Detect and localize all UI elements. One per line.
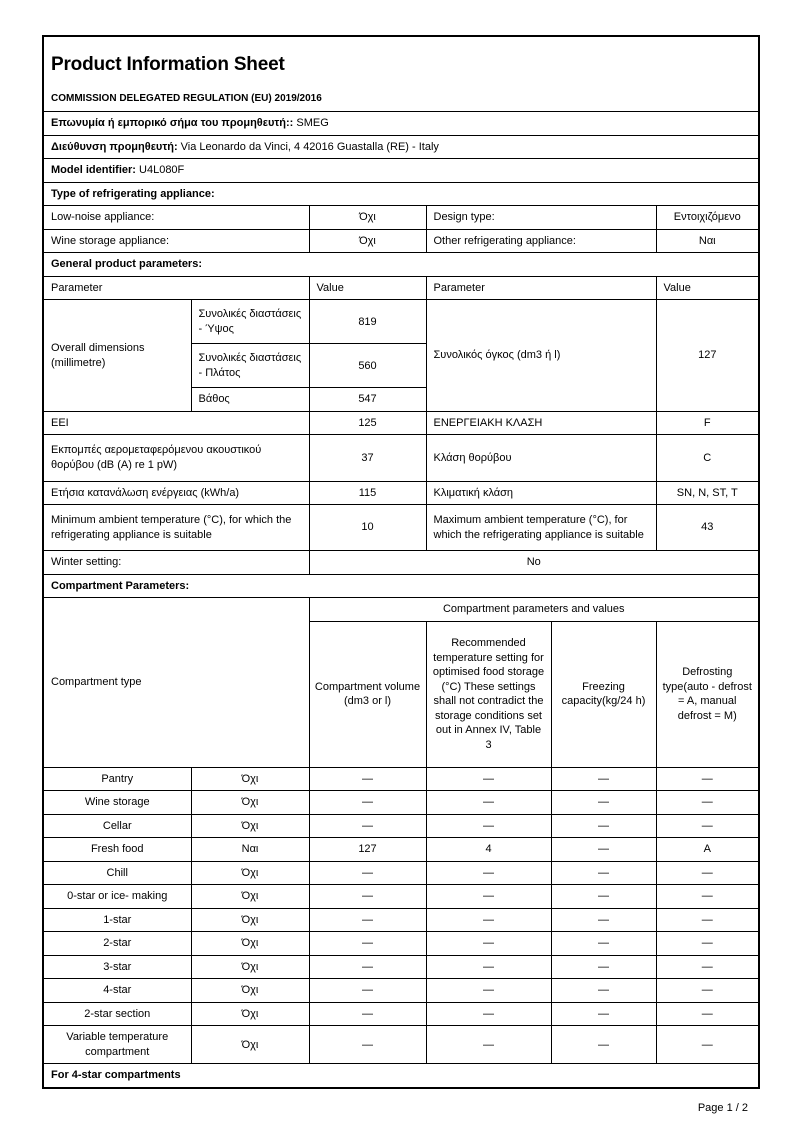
compartment-row-1-star — [43, 908, 759, 932]
four-star-heading: For 4-star compartments — [43, 1064, 759, 1088]
compartment-present: Όχι — [191, 955, 309, 979]
compartment-volume: — — [309, 1026, 426, 1064]
compartment-present: Όχι — [191, 908, 309, 932]
supplier-address-cell — [43, 135, 759, 159]
compartment-name: 4-star — [43, 979, 191, 1003]
compartment-defrost: — — [656, 1002, 759, 1026]
max-ambient-temp-value: 43 — [656, 505, 759, 551]
compartment-row-2-star-section — [43, 1002, 759, 1026]
compartment-name: Cellar — [43, 814, 191, 838]
compartment-freezing: — — [551, 1002, 656, 1026]
design-type-value: Εντοιχιζόμενο — [656, 206, 759, 230]
max-ambient-temp-label: Maximum ambient temperature (°C), for which the refrigerating appliance is suitable — [426, 505, 656, 551]
compartment-present: Όχι — [191, 979, 309, 1003]
compartment-volume: — — [309, 767, 426, 791]
compartment-present: Όχι — [191, 814, 309, 838]
compartment-freezing: — — [551, 838, 656, 862]
other-appliance-value: Ναι — [656, 229, 759, 253]
compartment-freezing: — — [551, 908, 656, 932]
compartment-row-chill — [43, 861, 759, 885]
design-type-label: Design type: — [426, 206, 656, 230]
compartment-defrost: A — [656, 838, 759, 862]
compartment-defrost: — — [656, 908, 759, 932]
dimension-width-label: Συνολικές διαστάσεις - Πλάτος — [191, 344, 309, 388]
noise-class-label: Κλάση θορύβου — [426, 435, 656, 481]
product-information-sheet — [42, 35, 760, 1089]
title-row — [43, 36, 759, 86]
total-volume-label: Συνολικός όγκος (dm3 ή l) — [426, 300, 656, 412]
dimension-width-value: 560 — [309, 344, 426, 388]
compartment-volume-header: Compartment volume (dm3 or l) — [309, 621, 426, 767]
compartment-volume: — — [309, 861, 426, 885]
compartment-temperature: — — [426, 1002, 551, 1026]
compartment-volume: — — [309, 814, 426, 838]
compartment-present: Όχι — [191, 791, 309, 815]
dimension-height-value: 819 — [309, 300, 426, 344]
eei-value: 125 — [309, 411, 426, 435]
model-identifier-value: U4L080F — [139, 164, 185, 177]
compartment-row-cellar — [43, 814, 759, 838]
model-identifier-row — [43, 159, 759, 183]
compartment-freezing: — — [551, 767, 656, 791]
four-star-heading-row — [43, 1064, 759, 1088]
compartment-defrost: — — [656, 767, 759, 791]
compartment-name: 0-star or ice- making — [43, 885, 191, 909]
compartment-freezing: — — [551, 1026, 656, 1064]
total-volume-value: 127 — [656, 300, 759, 412]
climate-class-label: Κλιματική κλάση — [426, 481, 656, 505]
compartment-present: Όχι — [191, 885, 309, 909]
airborne-noise-value: 37 — [309, 435, 426, 481]
compartment-freezing: — — [551, 979, 656, 1003]
compartment-temperature: — — [426, 767, 551, 791]
wine-storage-appliance-label: Wine storage appliance: — [43, 229, 309, 253]
low-noise-label: Low-noise appliance: — [43, 206, 309, 230]
model-identifier-label: Model identifier: — [51, 164, 136, 177]
compartment-present: Όχι — [191, 1026, 309, 1064]
low-noise-value: Όχι — [309, 206, 426, 230]
compartment-volume: — — [309, 932, 426, 956]
compartment-volume: — — [309, 791, 426, 815]
winter-setting-value: No — [309, 551, 759, 575]
compartment-row-pantry — [43, 767, 759, 791]
compartment-defrost: — — [656, 932, 759, 956]
compartment-name: 2-star — [43, 932, 191, 956]
dimension-depth-label: Βάθος — [191, 388, 309, 412]
compartment-volume: 127 — [309, 838, 426, 862]
supplier-name-label: Επωνυμία ή εμπορικό σήμα του προμηθευτή:: — [51, 117, 294, 130]
compartment-row-wine-storage — [43, 791, 759, 815]
compartment-header-row-1 — [43, 598, 759, 622]
compartment-temperature: — — [426, 885, 551, 909]
general-section-heading-row — [43, 253, 759, 277]
pis-table — [42, 35, 760, 1089]
min-ambient-temp-value: 10 — [309, 505, 426, 551]
compartment-temperature: — — [426, 979, 551, 1003]
climate-class-value: SN, N, ST, T — [656, 481, 759, 505]
defrosting-type-header: Defrosting type(auto - defrost = A, manual defrost = M) — [656, 621, 759, 767]
model-identifier-cell — [43, 159, 759, 183]
dimension-height-label: Συνολικές διαστάσεις - Ύψος — [191, 300, 309, 344]
compartment-row-fresh-food — [43, 838, 759, 862]
compartment-volume: — — [309, 885, 426, 909]
title-cell — [43, 36, 759, 86]
compartment-freezing: — — [551, 791, 656, 815]
compartment-name: 3-star — [43, 955, 191, 979]
winter-setting-label: Winter setting: — [43, 551, 309, 575]
supplier-name-value: SMEG — [296, 117, 329, 130]
table-row — [43, 229, 759, 253]
energy-class-label: ΕΝΕΡΓΕΙΑΚΗ ΚΛΑΣΗ — [426, 411, 656, 435]
table-row — [43, 435, 759, 481]
compartment-row-variable-temperature — [43, 1026, 759, 1064]
compartment-freezing: — — [551, 885, 656, 909]
compartment-present: Όχι — [191, 861, 309, 885]
overall-dimensions-label: Overall dimensions (millimetre) — [43, 300, 191, 412]
dimension-depth-value: 547 — [309, 388, 426, 412]
page-title: Product Information Sheet — [51, 54, 285, 75]
compartment-section-heading: Compartment Parameters: — [43, 574, 759, 598]
supplier-name-cell — [43, 112, 759, 136]
regulation-row — [43, 86, 759, 112]
parameter-header: Parameter — [43, 276, 309, 300]
annual-energy-label: Ετήσια κατανάλωση ενέργειας (kWh/a) — [43, 481, 309, 505]
page-number: Page 1 / 2 — [697, 1102, 748, 1114]
compartment-temperature: — — [426, 861, 551, 885]
compartment-section-heading-row — [43, 574, 759, 598]
compartment-name: Pantry — [43, 767, 191, 791]
table-row — [43, 505, 759, 551]
table-row — [43, 411, 759, 435]
compartment-name: 1-star — [43, 908, 191, 932]
compartment-name: Variable temperature compartment — [43, 1026, 191, 1064]
compartment-volume: — — [309, 955, 426, 979]
compartment-defrost: — — [656, 861, 759, 885]
airborne-noise-label: Εκπομπές αερομεταφερόμενου ακουστικού θορύβου (dB (A) re 1 pW) — [43, 435, 309, 481]
compartment-present: Ναι — [191, 838, 309, 862]
type-section-heading: Type of refrigerating appliance: — [43, 182, 759, 206]
compartment-row-3-star — [43, 955, 759, 979]
compartment-name: Chill — [43, 861, 191, 885]
table-row — [43, 206, 759, 230]
compartment-temperature: — — [426, 1026, 551, 1064]
compartment-row-4-star — [43, 979, 759, 1003]
compartment-volume: — — [309, 1002, 426, 1026]
general-section-heading: General product parameters: — [43, 253, 759, 277]
compartment-temperature: — — [426, 791, 551, 815]
parameter-header: Parameter — [426, 276, 656, 300]
value-header: Value — [656, 276, 759, 300]
compartment-name: Wine storage — [43, 791, 191, 815]
supplier-name-row — [43, 112, 759, 136]
noise-class-value: C — [656, 435, 759, 481]
supplier-address-value: Via Leonardo da Vinci, 4 42016 Guastalla (RE) - Italy — [180, 140, 439, 153]
compartment-type-header: Compartment type — [43, 598, 309, 768]
compartment-present: Όχι — [191, 932, 309, 956]
winter-setting-row — [43, 551, 759, 575]
compartment-name: Fresh food — [43, 838, 191, 862]
eei-label: EEI — [43, 411, 309, 435]
compartment-freezing: — — [551, 932, 656, 956]
compartment-temperature: — — [426, 955, 551, 979]
compartment-params-header: Compartment parameters and values — [309, 598, 759, 622]
value-header: Value — [309, 276, 426, 300]
regulation-line: COMMISSION DELEGATED REGULATION (EU) 2019/2016 — [43, 86, 759, 112]
compartment-present: Όχι — [191, 1002, 309, 1026]
compartment-freezing: — — [551, 955, 656, 979]
compartment-temperature: — — [426, 932, 551, 956]
table-row — [43, 481, 759, 505]
recommended-temperature-header: Recommended temperature setting for optimised food storage (°C) These settings shall not contradict the storage conditions set out in Annex IV, Table 3 — [426, 621, 551, 767]
compartment-defrost: — — [656, 979, 759, 1003]
compartment-row-0-star — [43, 885, 759, 909]
compartment-defrost: — — [656, 791, 759, 815]
compartment-temperature: — — [426, 814, 551, 838]
compartment-row-2-star — [43, 932, 759, 956]
compartment-defrost: — — [656, 955, 759, 979]
compartment-volume: — — [309, 979, 426, 1003]
freezing-capacity-header: Freezing capacity(kg/24 h) — [551, 621, 656, 767]
type-section-heading-row — [43, 182, 759, 206]
compartment-name: 2-star section — [43, 1002, 191, 1026]
compartment-defrost: — — [656, 1026, 759, 1064]
dimensions-height-row — [43, 300, 759, 344]
supplier-address-row — [43, 135, 759, 159]
general-header-row — [43, 276, 759, 300]
other-appliance-label: Other refrigerating appliance: — [426, 229, 656, 253]
energy-class-value: F — [656, 411, 759, 435]
compartment-temperature: — — [426, 908, 551, 932]
min-ambient-temp-label: Minimum ambient temperature (°C), for which the refrigerating appliance is suitable — [43, 505, 309, 551]
compartment-defrost: — — [656, 814, 759, 838]
supplier-address-label: Διεύθυνση προμηθευτή: — [51, 140, 178, 153]
compartment-temperature: 4 — [426, 838, 551, 862]
compartment-freezing: — — [551, 814, 656, 838]
compartment-present: Όχι — [191, 767, 309, 791]
annual-energy-value: 115 — [309, 481, 426, 505]
compartment-defrost: — — [656, 885, 759, 909]
compartment-volume: — — [309, 908, 426, 932]
wine-storage-appliance-value: Όχι — [309, 229, 426, 253]
compartment-freezing: — — [551, 861, 656, 885]
